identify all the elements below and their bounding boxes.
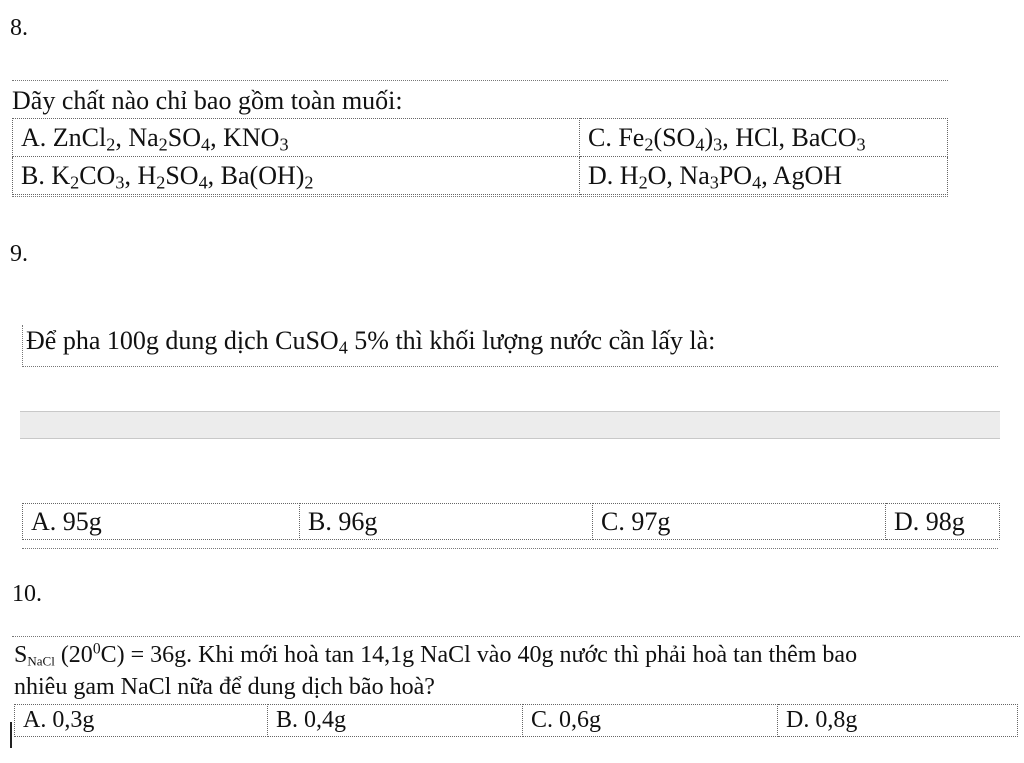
text-cursor [10, 722, 12, 748]
question-10-options-table [14, 704, 1018, 737]
question-10-number: 10. [12, 581, 42, 607]
q9-option-a: A. 95g [23, 504, 300, 540]
q10-option-c: C. 0,6g [523, 705, 778, 737]
q9-stem-left-border [22, 325, 23, 367]
blank-answer-band [20, 411, 1000, 439]
q8-bottom-border [12, 196, 948, 197]
q10-option-b: B. 0,4g [268, 705, 523, 737]
q10-top-border [12, 636, 1020, 637]
q9-bottom-border [22, 548, 998, 549]
q10-option-d: D. 0,8g [778, 705, 1018, 737]
q9-option-d: D. 98g [886, 504, 1000, 540]
question-10-stem-line2: nhiêu gam NaCl nữa để dung dịch bão hoà? [14, 674, 435, 700]
question-8-options-table [12, 118, 948, 195]
question-8-number: 8. [10, 15, 28, 41]
question-9-number: 9. [10, 241, 28, 267]
question-9-options-table [22, 503, 1000, 540]
question-10-stem-line1: $S_{NaCl}$ $(20^0C) = 36g$. Khi mới hoà tan 14,1g NaCl vào 40g nước thì phải hoà tan thêm bao [14, 640, 858, 669]
question-9-stem: Để pha 100g dung dịch CuSO$_4$ 5% thì khối lượng nước cần lấy là: [26, 326, 716, 358]
q8-option-c: C. $Fe_2(SO_4)_3$, HCl, BaCO$_3$ [580, 119, 948, 157]
question-8-stem: Dãy chất nào chỉ bao gồm toàn muối: [12, 86, 403, 115]
q10-option-a: A. 0,3g [15, 705, 268, 737]
q8-top-border [12, 80, 948, 81]
q8-option-a: A. ZnCl$_2$, $Na_2SO_4$, $KNO_3$ [13, 119, 580, 157]
q8-option-d: D. $H_2O$, $Na_3PO_4$, AgOH [580, 157, 948, 195]
q9-option-c: C. 97g [593, 504, 886, 540]
q9-stem-underline [22, 366, 998, 367]
q8-option-b: B. $K_2CO_3$, $H_2SO_4$, $Ba(OH)_2$ [13, 157, 580, 195]
q9-option-b: B. 96g [300, 504, 593, 540]
